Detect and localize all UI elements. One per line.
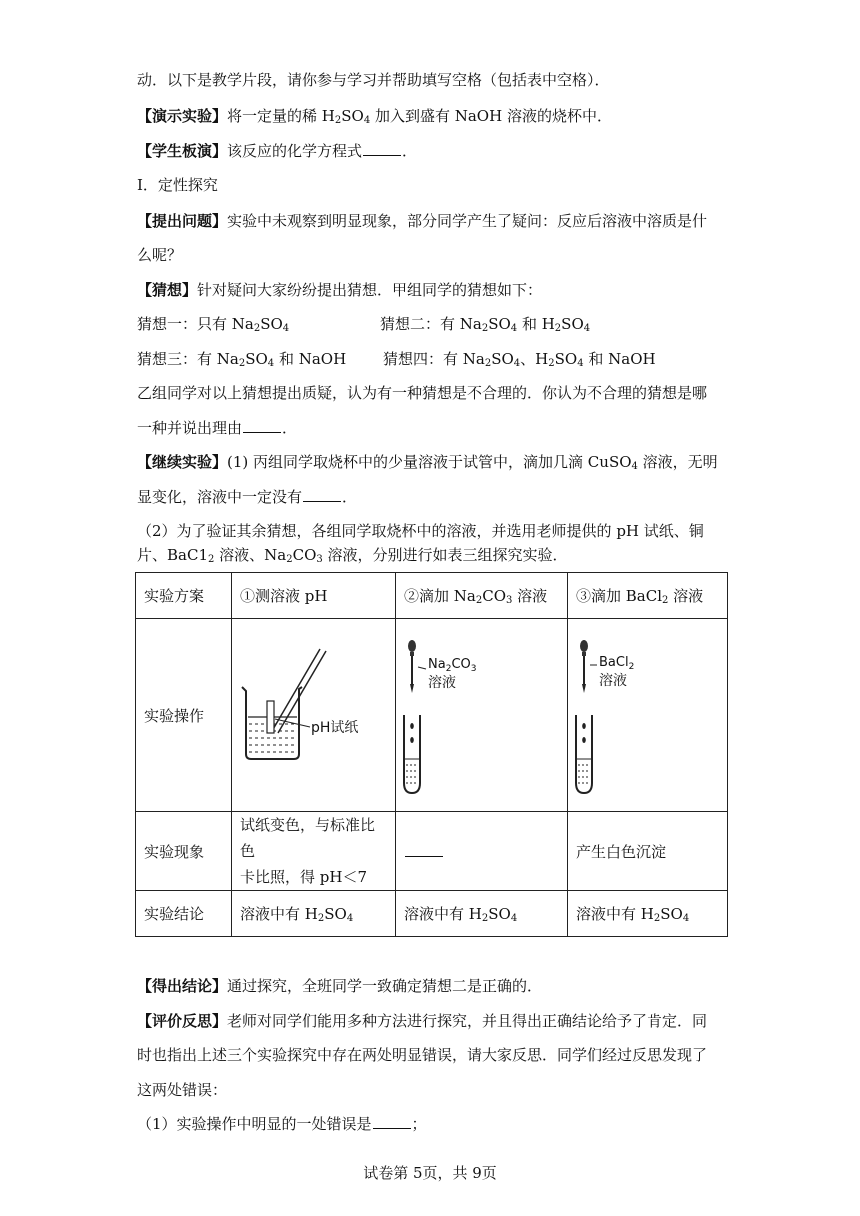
evaluation-line-3: 这两处错误： <box>137 1081 228 1099</box>
plan-na2co3: ②滴加 $Na_2CO_3$ 溶液 <box>396 573 568 619</box>
question-raise: 【提出问题】实验中未观察到明显现象，部分同学产生了疑问：反应后溶液中溶质是什 <box>137 212 708 230</box>
dropper-test-tube-figure <box>568 619 727 807</box>
drop-icon <box>582 737 586 743</box>
figure-dropper-na2co3 <box>396 619 568 812</box>
reagent-label: $Na_2CO_3$ <box>428 657 477 674</box>
glass-rod <box>272 649 320 731</box>
reagent-label-2: 溶液 <box>599 673 627 689</box>
guess-four: 猜想四：有 $Na_2SO_4$、$H_2SO_4$ 和 NaOH <box>383 350 656 369</box>
answer-blank[interactable] <box>363 141 401 156</box>
table-row <box>136 891 728 937</box>
reagent-label: BaCl$_2$ <box>599 655 635 672</box>
demo-experiment: 【演示实验】将一定量的稀 $H_2SO_4$ 加入到盛有 NaOH 溶液的烧杯中． <box>137 107 612 126</box>
observation-ph: 试纸变色，与标准比色 卡比照，得 pH＜7 <box>232 812 396 891</box>
evaluation-line-2: 时也指出上述三个实验探究中存在两处明显错误，请大家反思．同学们经过反思发现了 <box>137 1046 708 1064</box>
row-label: 实验方案 <box>136 573 232 619</box>
evaluation-line-1: 【评价反思】老师对同学们能用多种方法进行探究，并且得出正确结论给予了肯定．同 <box>137 1012 708 1030</box>
drop-icon <box>410 737 414 743</box>
result-conclusion: 【得出结论】通过探究，全班同学一致确定猜想二是正确的． <box>137 977 543 995</box>
conclusion-cell: 溶液中有 $H_2SO_4$ <box>568 891 728 937</box>
dropper-bulb-icon <box>408 640 416 652</box>
row-label: 实验结论 <box>136 891 232 937</box>
question-1: （1）实验操作中明显的一处错误是 ； <box>137 1115 427 1133</box>
answer-blank[interactable] <box>303 487 341 502</box>
observation-bacl2: 产生白色沉淀 <box>568 812 728 891</box>
drop-icon <box>582 723 586 729</box>
plan-ph: ①测溶液 pH <box>232 573 396 619</box>
answer-blank[interactable] <box>405 842 443 857</box>
ph-paper-label: pH试纸 <box>311 720 359 736</box>
doubt-line-2: 一种并说出理由 ． <box>137 419 298 437</box>
answer-blank[interactable] <box>243 418 281 433</box>
drop-icon <box>410 723 414 729</box>
answer-blank[interactable] <box>373 1114 411 1129</box>
section-heading: I．定性探究 <box>137 176 218 194</box>
question-raise-cont: 么呢？ <box>137 246 183 264</box>
figure-beaker-ph <box>232 619 396 812</box>
table-row <box>136 573 728 619</box>
ph-paper-strip <box>267 701 274 733</box>
dropper-bulb-icon <box>580 640 588 652</box>
page-footer: 试卷第 5页，共 9页 <box>363 1164 497 1182</box>
table-row <box>136 812 728 891</box>
table-row <box>136 619 728 812</box>
continue-experiment-cont: 显变化，溶液中一定没有 ． <box>137 488 358 506</box>
intro-line: 动．以下是教学片段，请你参与学习并帮助填写空格（包括表中空格）． <box>137 71 610 89</box>
figure-dropper-bacl2 <box>568 619 728 812</box>
row-label: 实验现象 <box>136 812 232 891</box>
reagent-label-2: 溶液 <box>428 675 456 691</box>
experiment-table <box>135 572 728 937</box>
guess-two: 猜想二：有 $Na_2SO_4$ 和 $H_2SO_4$ <box>380 315 591 334</box>
conclusion-cell: 溶液中有 $H_2SO_4$ <box>232 891 396 937</box>
guess-intro: 【猜想】针对疑问大家纷纷提出猜想．甲组同学的猜想如下： <box>137 281 543 299</box>
continue-experiment: 【继续实验】(1) 丙组同学取烧杯中的少量溶液于试管中，滴加几滴 CuSO$_4$ 溶液，无明 <box>137 453 718 472</box>
student-board: 【学生板演】该反应的化学方程式 ． <box>137 142 418 160</box>
dropper-test-tube-figure <box>396 619 567 807</box>
doubt-line-1: 乙组同学对以上猜想提出质疑，认为有一种猜想是不合理的．你认为不合理的猜想是哪 <box>137 384 708 402</box>
beaker-ph-paper-figure <box>232 619 395 807</box>
guess-three: 猜想三：有 $Na_2SO_4$ 和 NaOH <box>137 350 347 369</box>
part-2-line-2: 片、$BaC1_2$ 溶液、$Na_2CO_3$ 溶液，分别进行如表三组探究实验． <box>137 546 568 565</box>
row-label: 实验操作 <box>136 619 232 812</box>
part-2-line-1: （2）为了验证其余猜想，各组同学取烧杯中的溶液，并选用老师提供的 pH 试纸、铜 <box>137 522 704 540</box>
guesses-row-2 <box>137 349 727 369</box>
plan-bacl2: ③滴加 BaCl$_2$ 溶液 <box>568 573 728 619</box>
guesses-row-1 <box>137 314 727 334</box>
conclusion-cell: 溶液中有 $H_2SO_4$ <box>396 891 568 937</box>
guess-one: 猜想一：只有 $Na_2SO_4$ <box>137 315 290 334</box>
observation-na2co3 <box>396 812 568 891</box>
